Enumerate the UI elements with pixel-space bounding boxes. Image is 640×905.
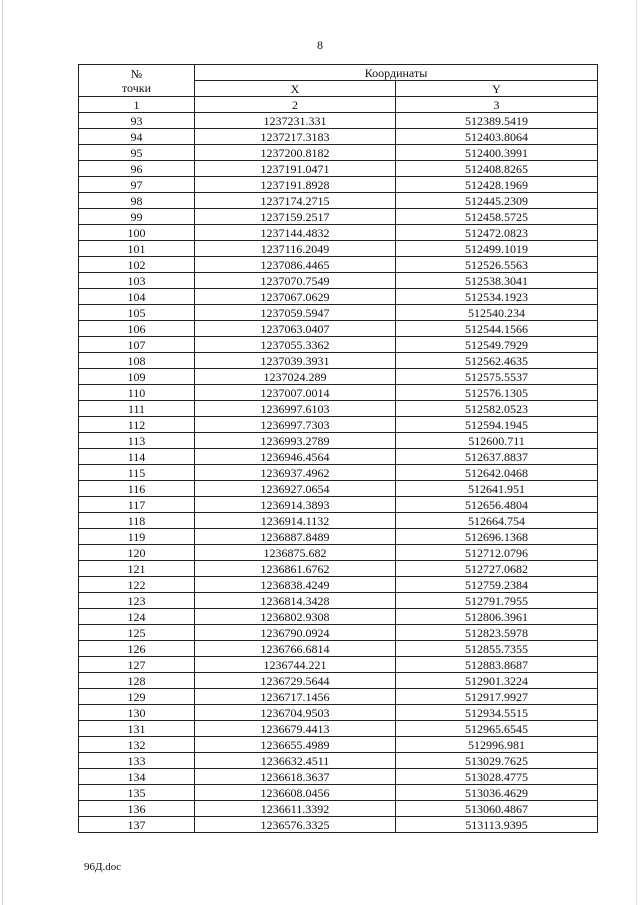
table-row	[79, 257, 598, 273]
x-coordinate-cell: 1237007.0014	[195, 385, 396, 401]
coordinates-table	[78, 64, 598, 833]
table-row	[79, 337, 598, 353]
x-coordinate-cell: 1236679.4413	[195, 721, 396, 737]
y-coordinate-cell: 512637.8837	[396, 449, 598, 465]
table-row	[79, 801, 598, 817]
table-row	[79, 433, 598, 449]
point-number-cell: 130	[79, 705, 195, 721]
y-coordinate-cell: 512696.1368	[396, 529, 598, 545]
table-row	[79, 353, 598, 369]
point-number-cell: 106	[79, 321, 195, 337]
point-number-cell: 123	[79, 593, 195, 609]
header-coordinates: Координаты	[195, 65, 598, 81]
column-index-1: 1	[79, 97, 195, 113]
table-row	[79, 753, 598, 769]
point-number-cell: 122	[79, 577, 195, 593]
x-coordinate-cell: 1237191.8928	[195, 177, 396, 193]
table-row	[79, 129, 598, 145]
y-coordinate-cell: 512562.4635	[396, 353, 598, 369]
table-row	[79, 161, 598, 177]
table-row	[79, 737, 598, 753]
table-row	[79, 673, 598, 689]
x-coordinate-cell: 1236997.7303	[195, 417, 396, 433]
point-number-cell: 134	[79, 769, 195, 785]
y-coordinate-cell: 512759.2384	[396, 577, 598, 593]
table-row	[79, 209, 598, 225]
y-coordinate-cell: 513028.4775	[396, 769, 598, 785]
table-row	[79, 785, 598, 801]
x-coordinate-cell: 1236632.4511	[195, 753, 396, 769]
x-coordinate-cell: 1237086.4465	[195, 257, 396, 273]
point-number-cell: 127	[79, 657, 195, 673]
point-number-cell: 100	[79, 225, 195, 241]
x-coordinate-cell: 1236887.8489	[195, 529, 396, 545]
point-number-cell: 108	[79, 353, 195, 369]
table-row	[79, 545, 598, 561]
y-coordinate-cell: 512791.7955	[396, 593, 598, 609]
x-coordinate-cell: 1236937.4962	[195, 465, 396, 481]
y-coordinate-cell: 512538.3041	[396, 273, 598, 289]
x-coordinate-cell: 1237174.2715	[195, 193, 396, 209]
y-coordinate-cell: 512642.0468	[396, 465, 598, 481]
y-coordinate-cell: 512389.5419	[396, 113, 598, 129]
y-coordinate-cell: 512965.6545	[396, 721, 598, 737]
x-coordinate-cell: 1236946.4564	[195, 449, 396, 465]
y-coordinate-cell: 513036.4629	[396, 785, 598, 801]
scan-edge-left	[2, 0, 3, 905]
x-coordinate-cell: 1236729.5644	[195, 673, 396, 689]
table-row	[79, 401, 598, 417]
point-number-cell: 120	[79, 545, 195, 561]
x-coordinate-cell: 1236814.3428	[195, 593, 396, 609]
x-coordinate-cell: 1236838.4249	[195, 577, 396, 593]
header-point-number	[79, 65, 195, 97]
x-coordinate-cell: 1236655.4989	[195, 737, 396, 753]
y-coordinate-cell: 513029.7625	[396, 753, 598, 769]
table-row	[79, 369, 598, 385]
x-coordinate-cell: 1236790.0924	[195, 625, 396, 641]
x-coordinate-cell: 1236875.682	[195, 545, 396, 561]
point-number-cell: 119	[79, 529, 195, 545]
header-point-number-symbol: №	[130, 66, 143, 81]
y-coordinate-cell: 512855.7355	[396, 641, 598, 657]
table-row	[79, 817, 598, 833]
x-coordinate-cell: 1236704.9503	[195, 705, 396, 721]
point-number-cell: 112	[79, 417, 195, 433]
y-coordinate-cell: 512883.8687	[396, 657, 598, 673]
point-number-cell: 131	[79, 721, 195, 737]
y-coordinate-cell: 512549.7929	[396, 337, 598, 353]
x-coordinate-cell: 1237231.331	[195, 113, 396, 129]
point-number-cell: 104	[79, 289, 195, 305]
table-row	[79, 625, 598, 641]
header-x: X	[195, 81, 396, 97]
x-coordinate-cell: 1236611.3392	[195, 801, 396, 817]
point-number-cell: 110	[79, 385, 195, 401]
x-coordinate-cell: 1236802.9308	[195, 609, 396, 625]
table-row	[79, 145, 598, 161]
x-coordinate-cell: 1236997.6103	[195, 401, 396, 417]
x-coordinate-cell: 1236927.0654	[195, 481, 396, 497]
column-index-2: 2	[195, 97, 396, 113]
y-coordinate-cell: 512575.5537	[396, 369, 598, 385]
y-coordinate-cell: 512408.8265	[396, 161, 598, 177]
y-coordinate-cell: 512458.5725	[396, 209, 598, 225]
point-number-cell: 114	[79, 449, 195, 465]
point-number-cell: 128	[79, 673, 195, 689]
column-index-3: 3	[396, 97, 598, 113]
table-row	[79, 465, 598, 481]
x-coordinate-cell: 1236608.0456	[195, 785, 396, 801]
y-coordinate-cell: 513113.9395	[396, 817, 598, 833]
table-row	[79, 273, 598, 289]
point-number-cell: 99	[79, 209, 195, 225]
y-coordinate-cell: 512403.8064	[396, 129, 598, 145]
table-row	[79, 689, 598, 705]
point-number-cell: 102	[79, 257, 195, 273]
y-coordinate-cell: 512656.4804	[396, 497, 598, 513]
point-number-cell: 94	[79, 129, 195, 145]
table-row	[79, 705, 598, 721]
x-coordinate-cell: 1237159.2517	[195, 209, 396, 225]
scan-edge-right	[636, 0, 637, 905]
x-coordinate-cell: 1236744.221	[195, 657, 396, 673]
point-number-cell: 113	[79, 433, 195, 449]
x-coordinate-cell: 1237039.3931	[195, 353, 396, 369]
y-coordinate-cell: 512594.1945	[396, 417, 598, 433]
y-coordinate-cell: 512576.1305	[396, 385, 598, 401]
y-coordinate-cell: 512400.3991	[396, 145, 598, 161]
x-coordinate-cell: 1237200.8182	[195, 145, 396, 161]
point-number-cell: 96	[79, 161, 195, 177]
point-number-cell: 126	[79, 641, 195, 657]
table-row	[79, 769, 598, 785]
table-row	[79, 561, 598, 577]
y-coordinate-cell: 512996.981	[396, 737, 598, 753]
y-coordinate-cell: 512641.951	[396, 481, 598, 497]
table-header	[79, 65, 598, 113]
y-coordinate-cell: 512712.0796	[396, 545, 598, 561]
table-row	[79, 529, 598, 545]
table-row	[79, 657, 598, 673]
x-coordinate-cell: 1236717.1456	[195, 689, 396, 705]
y-coordinate-cell: 513060.4867	[396, 801, 598, 817]
table-row	[79, 641, 598, 657]
table-row	[79, 289, 598, 305]
y-coordinate-cell: 512823.5978	[396, 625, 598, 641]
y-coordinate-cell: 512901.3224	[396, 673, 598, 689]
point-number-cell: 121	[79, 561, 195, 577]
x-coordinate-cell: 1237059.5947	[195, 305, 396, 321]
point-number-cell: 136	[79, 801, 195, 817]
x-coordinate-cell: 1236576.3325	[195, 817, 396, 833]
header-point-number-label: точки	[121, 80, 152, 95]
x-coordinate-cell: 1237070.7549	[195, 273, 396, 289]
y-coordinate-cell: 512534.1923	[396, 289, 598, 305]
header-y: Y	[396, 81, 598, 97]
point-number-cell: 107	[79, 337, 195, 353]
table-row	[79, 593, 598, 609]
point-number-cell: 101	[79, 241, 195, 257]
table-row	[79, 481, 598, 497]
x-coordinate-cell: 1237024.289	[195, 369, 396, 385]
table-row	[79, 577, 598, 593]
x-coordinate-cell: 1236618.3637	[195, 769, 396, 785]
y-coordinate-cell: 512582.0523	[396, 401, 598, 417]
point-number-cell: 124	[79, 609, 195, 625]
x-coordinate-cell: 1237063.0407	[195, 321, 396, 337]
y-coordinate-cell: 512917.9927	[396, 689, 598, 705]
x-coordinate-cell: 1237191.0471	[195, 161, 396, 177]
table-row	[79, 609, 598, 625]
x-coordinate-cell: 1236766.6814	[195, 641, 396, 657]
table-row	[79, 241, 598, 257]
x-coordinate-cell: 1236914.1132	[195, 513, 396, 529]
point-number-cell: 129	[79, 689, 195, 705]
y-coordinate-cell: 512600.711	[396, 433, 598, 449]
table-row	[79, 417, 598, 433]
x-coordinate-cell: 1237067.0629	[195, 289, 396, 305]
x-coordinate-cell: 1237055.3362	[195, 337, 396, 353]
y-coordinate-cell: 512540.234	[396, 305, 598, 321]
point-number-cell: 115	[79, 465, 195, 481]
table-row	[79, 193, 598, 209]
table-row	[79, 449, 598, 465]
table-body	[79, 113, 598, 833]
point-number-cell: 93	[79, 113, 195, 129]
y-coordinate-cell: 512664.754	[396, 513, 598, 529]
point-number-cell: 98	[79, 193, 195, 209]
table-row	[79, 113, 598, 129]
page-number: 8	[317, 38, 323, 52]
x-coordinate-cell: 1237217.3183	[195, 129, 396, 145]
point-number-cell: 133	[79, 753, 195, 769]
point-number-cell: 105	[79, 305, 195, 321]
document-filename: 96Д.doc	[84, 861, 122, 873]
y-coordinate-cell: 512526.5563	[396, 257, 598, 273]
table-row	[79, 225, 598, 241]
y-coordinate-cell: 512544.1566	[396, 321, 598, 337]
x-coordinate-cell: 1236914.3893	[195, 497, 396, 513]
point-number-cell: 132	[79, 737, 195, 753]
y-coordinate-cell: 512934.5515	[396, 705, 598, 721]
x-coordinate-cell: 1237116.2049	[195, 241, 396, 257]
y-coordinate-cell: 512445.2309	[396, 193, 598, 209]
y-coordinate-cell: 512472.0823	[396, 225, 598, 241]
point-number-cell: 125	[79, 625, 195, 641]
point-number-cell: 135	[79, 785, 195, 801]
point-number-cell: 109	[79, 369, 195, 385]
table-row	[79, 321, 598, 337]
x-coordinate-cell: 1236861.6762	[195, 561, 396, 577]
point-number-cell: 95	[79, 145, 195, 161]
point-number-cell: 118	[79, 513, 195, 529]
table-row	[79, 721, 598, 737]
x-coordinate-cell: 1236993.2789	[195, 433, 396, 449]
table-row	[79, 497, 598, 513]
y-coordinate-cell: 512428.1969	[396, 177, 598, 193]
table-row	[79, 305, 598, 321]
table-row	[79, 385, 598, 401]
table-row	[79, 513, 598, 529]
point-number-cell: 137	[79, 817, 195, 833]
y-coordinate-cell: 512727.0682	[396, 561, 598, 577]
y-coordinate-cell: 512806.3961	[396, 609, 598, 625]
x-coordinate-cell: 1237144.4832	[195, 225, 396, 241]
point-number-cell: 111	[79, 401, 195, 417]
point-number-cell: 97	[79, 177, 195, 193]
table-row	[79, 177, 598, 193]
point-number-cell: 116	[79, 481, 195, 497]
point-number-cell: 117	[79, 497, 195, 513]
point-number-cell: 103	[79, 273, 195, 289]
y-coordinate-cell: 512499.1019	[396, 241, 598, 257]
